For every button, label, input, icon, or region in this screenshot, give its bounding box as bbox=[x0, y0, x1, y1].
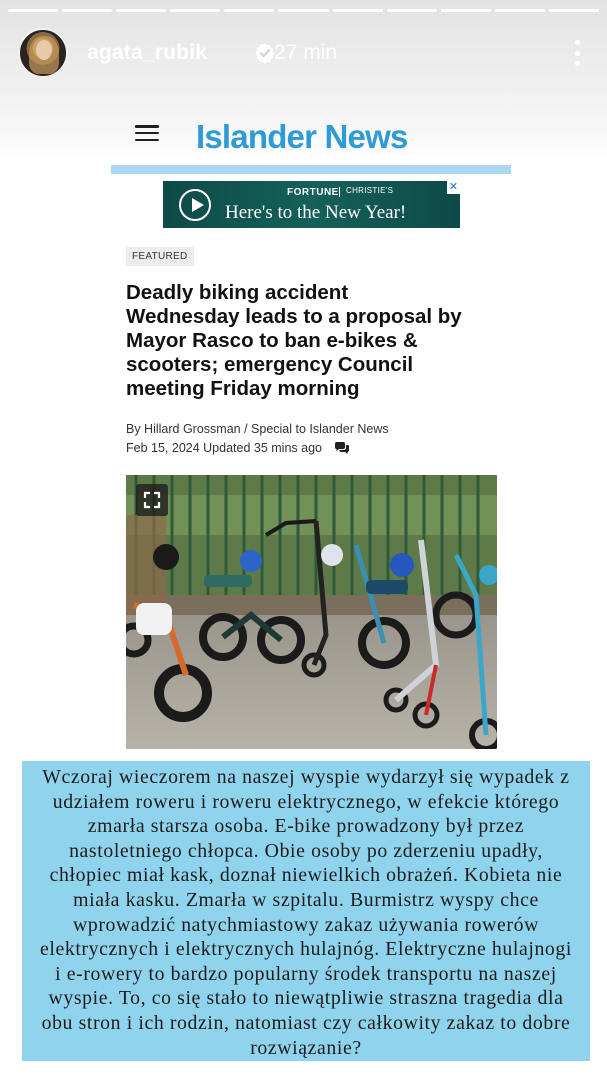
progress-segment bbox=[495, 9, 545, 12]
article-dateline: Feb 15, 2024 Updated 35 mins ago bbox=[126, 441, 322, 455]
more-options-icon[interactable] bbox=[571, 38, 583, 68]
post-time: 27 min bbox=[274, 41, 338, 64]
avatar[interactable] bbox=[18, 28, 68, 78]
ad-brand-divider bbox=[339, 187, 340, 197]
story-caption-box bbox=[22, 761, 590, 1061]
progress-segment bbox=[387, 9, 437, 12]
progress-segment bbox=[224, 9, 274, 12]
progress-segment bbox=[62, 9, 112, 12]
article-tag: FEATURED bbox=[126, 247, 194, 266]
article-byline: By Hillard Grossman / Special to Islander News bbox=[126, 422, 389, 436]
hamburger-menu-icon bbox=[135, 125, 159, 141]
site-title: Islander News bbox=[196, 118, 408, 155]
play-icon bbox=[179, 189, 211, 221]
article-headline: Deadly biking accident Wednesday leads to a proposal by Mayor Rasco to ban e-bikes & scooters; emergency Council meeting Friday morning bbox=[126, 281, 462, 400]
progress-segment bbox=[8, 9, 58, 12]
username[interactable]: agata_rubik bbox=[87, 41, 208, 64]
verified-badge-icon bbox=[254, 42, 276, 64]
photo-scene-bikes-scooters bbox=[126, 475, 497, 749]
site-header-rule bbox=[111, 165, 511, 174]
site-header bbox=[111, 100, 511, 166]
advertisement-banner bbox=[163, 181, 460, 228]
progress-segment-current bbox=[549, 9, 599, 12]
progress-segment bbox=[116, 9, 166, 12]
expand-icon[interactable] bbox=[136, 484, 168, 516]
ad-close-icon: ✕ bbox=[448, 181, 459, 193]
progress-segment bbox=[441, 9, 491, 12]
progress-segment bbox=[333, 9, 383, 12]
story-caption-text: Wczoraj wieczorem na naszej wyspie wydarzył się wypadek z udziałem roweru i roweru elektrycznego, w efekcie którego zmarła starsza osoba. E-bike prowadzony był przez nastoletniego chłopca. Obie osoby po zderzeniu upadły, chłopiec miał kask, doznał niewielkich obrażeń. Kobieta nie miała kasku. Zmarła w szpitalu. Burmistrz wyspy chce wprowadzić natychmiastowy zakaz używania rowerów elektrycznych i elektrycznych hulajnóg. Elektryczne hulajnogi i e-rowery to bardzo popularny środek transportu na naszej wyspie. To, co się stało to niewątpliwie straszna tragedia dla obu stron i ich rodzin, natomiast czy całkowity zakaz to dobre rozwiązanie? bbox=[39, 766, 573, 1059]
ad-brand-primary: FORTUNE bbox=[287, 187, 339, 198]
story-progress-bar bbox=[8, 9, 599, 12]
article-screenshot bbox=[111, 100, 511, 166]
progress-segment bbox=[278, 9, 328, 12]
comment-icon bbox=[334, 441, 350, 455]
progress-segment bbox=[170, 9, 220, 12]
story-header bbox=[18, 28, 589, 80]
article-photo bbox=[126, 475, 497, 749]
ad-brand-secondary: CHRISTIE'S bbox=[346, 186, 394, 195]
ad-tagline: Here's to the New Year! bbox=[225, 202, 407, 223]
avatar-face bbox=[36, 40, 52, 60]
